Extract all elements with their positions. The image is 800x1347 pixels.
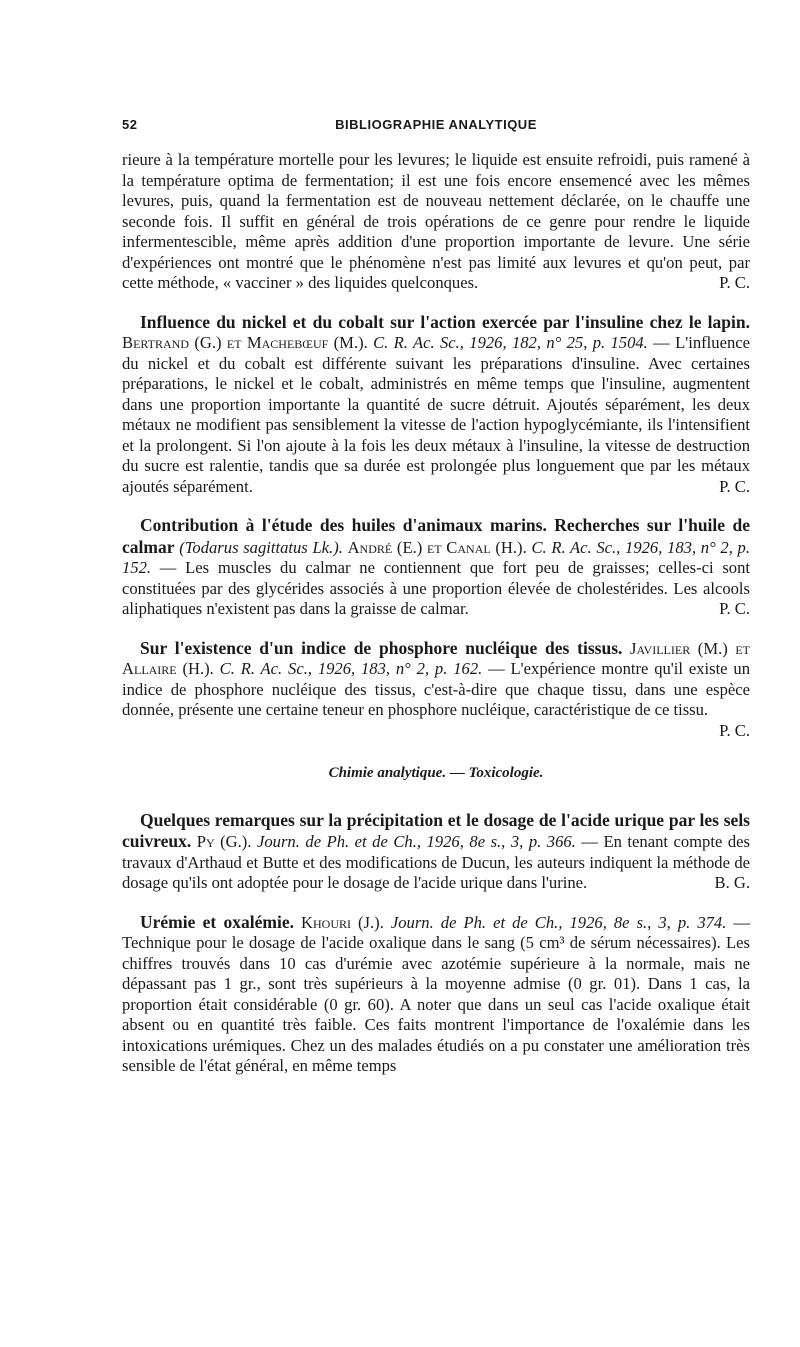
article-authors: Bertrand (G.) et Machebœuf (M.). — [122, 333, 368, 352]
article-citation: C. R. Ac. Sc., 1926, 183, n° 2, p. 162. — [219, 659, 483, 678]
article-citation: C. R. Ac. Sc., 1926, 182, n° 25, p. 1504. — [373, 333, 648, 352]
article-authors: Javillier (M.) et Allaire (H.). — [122, 638, 750, 678]
article-entry — [122, 912, 750, 1077]
article-title: Sur l'existence d'un indice de phosphore nucléique des tissus. — [140, 637, 623, 658]
article-entry — [122, 312, 750, 498]
article-citation: Journ. de Ph. et de Ch., 1926, 8e s., 3, p. 374. — [390, 912, 727, 932]
article-citation: C. R. Ac. Sc., 1926, 183, n° 2, p. 152. — [122, 537, 751, 577]
article-citation: Journ. de Ph. et de Ch., 1926, 8e s., 3, p. 366. — [257, 832, 576, 851]
article-body: — En tenant compte des travaux d'Arthaud et Butte et des modifications de Ducun, les auteurs indiquent la méthode de dosage qu'ils ont adoptée pour le dosage de l'acide urique dans l'urine. — [122, 832, 750, 892]
signature: P. C. — [719, 476, 750, 496]
continuation-paragraph — [122, 150, 750, 294]
article-body: — L'expérience montre qu'il existe un indice de phosphore nucléique des tissus, c'est-à-dire que chaque tissu, dans une espèce donnée, présente une certaine teneur en phosphore nucléique, caractéristique de ce tissu. — [122, 659, 750, 719]
running-header — [122, 117, 750, 139]
article-species: (Todarus sagittatus Lk.). — [179, 537, 343, 557]
article-title: Influence du nickel et du cobalt sur l'action exercée par l'insuline chez le lapin. — [140, 311, 750, 332]
article-title: Urémie et oxalémie. — [140, 911, 294, 932]
section-heading: Chimie analytique. — Toxicologie. — [328, 765, 544, 781]
page-content — [122, 150, 750, 1077]
signature: P. C. — [719, 273, 750, 292]
article-authors: Khouri (J.). — [301, 912, 384, 932]
article-body: — Technique pour le dosage de l'acide oxalique dans le sang (5 cm³ de sérum nécessaires). Les chiffres trouvés dans 10 cas d'urémie avec azotémie supérieure à la normale, mais ne dépassant pas 1 gr., sont très supérieurs à la moyenne admise (0 gr. 01). Dans 1 cas, la proportion était considérable (0 gr. 60). A noter que dans un seul cas l'acide oxalique était absent ou en quantité très faible. Ces faits montrent l'importance de l'oxalémie dans les intoxications urémiques. Chez un des malades étudiés on a pu constater une amélioration très sensible de l'état général, en même temps — [122, 912, 751, 1075]
article-entry — [122, 637, 750, 740]
signature: P. C. — [719, 720, 750, 740]
article-authors: Py (G.). — [196, 832, 252, 851]
signature: P. C. — [719, 599, 750, 618]
article-body: — L'influence du nickel et du cobalt est différente suivant les préparations d'insuline. Avec certaines préparations, le nickel et le cobalt, administrés en même temps que l'insuline, augmentent dans une proportion importante la quantité de sucre détruit. Ajoutés séparément, les deux métaux ne modifient pas sensiblement la vitesse de l'action hypoglycémiante, ils l'intensifient et la prolongent. Si l'on ajoute à la fois les deux métaux à l'insuline, la vitesse de destruction du sucre est ralentie, tandis que sa durée est prolongée plus longuement que par les métaux ajoutés séparément. — [122, 333, 750, 496]
article-title: Quelques remarques sur la précipitation et le dosage de l'acide urique par les sels cuivreux. — [122, 809, 750, 851]
article-entry — [122, 810, 750, 894]
page-number: 52 — [122, 117, 138, 132]
continuation-text: rieure à la température mortelle pour les levures; le liquide est ensuite refroidi, puis ramené à la température optima de fermentation; il est une fois encore ensemencé avec les mêmes levures, puis, quand la fermentation est de nouveau nettement déclarée, on le chauffe une seconde fois. Il suffit en général de trois opérations de ce genre pour rendre le liquide infermentescible, même après addition d'une proportion importante de levure. Une série d'expériences ont montré que le phénomène n'est pas limité aux levures et qu'on peut, par cette méthode, « vacciner » des liquides quelconques. — [122, 150, 750, 292]
running-title: BIBLIOGRAPHIE ANALYTIQUE — [335, 117, 537, 132]
article-authors: André (E.) et Canal (H.). — [347, 537, 527, 557]
article-body: — Les muscles du calmar ne contiennent que fort peu de graisses; celles-ci sont constituées par des glycérides associés à une proportion élevée de cholestérides. Les alcools aliphatiques n'existent pas dans la graisse de calmar. — [122, 558, 750, 618]
signature: B. G. — [714, 873, 750, 892]
article-title: Contribution à l'étude des huiles d'animaux marins. Recherches sur l'huile de calmar — [122, 515, 750, 557]
article-entry — [122, 515, 750, 620]
